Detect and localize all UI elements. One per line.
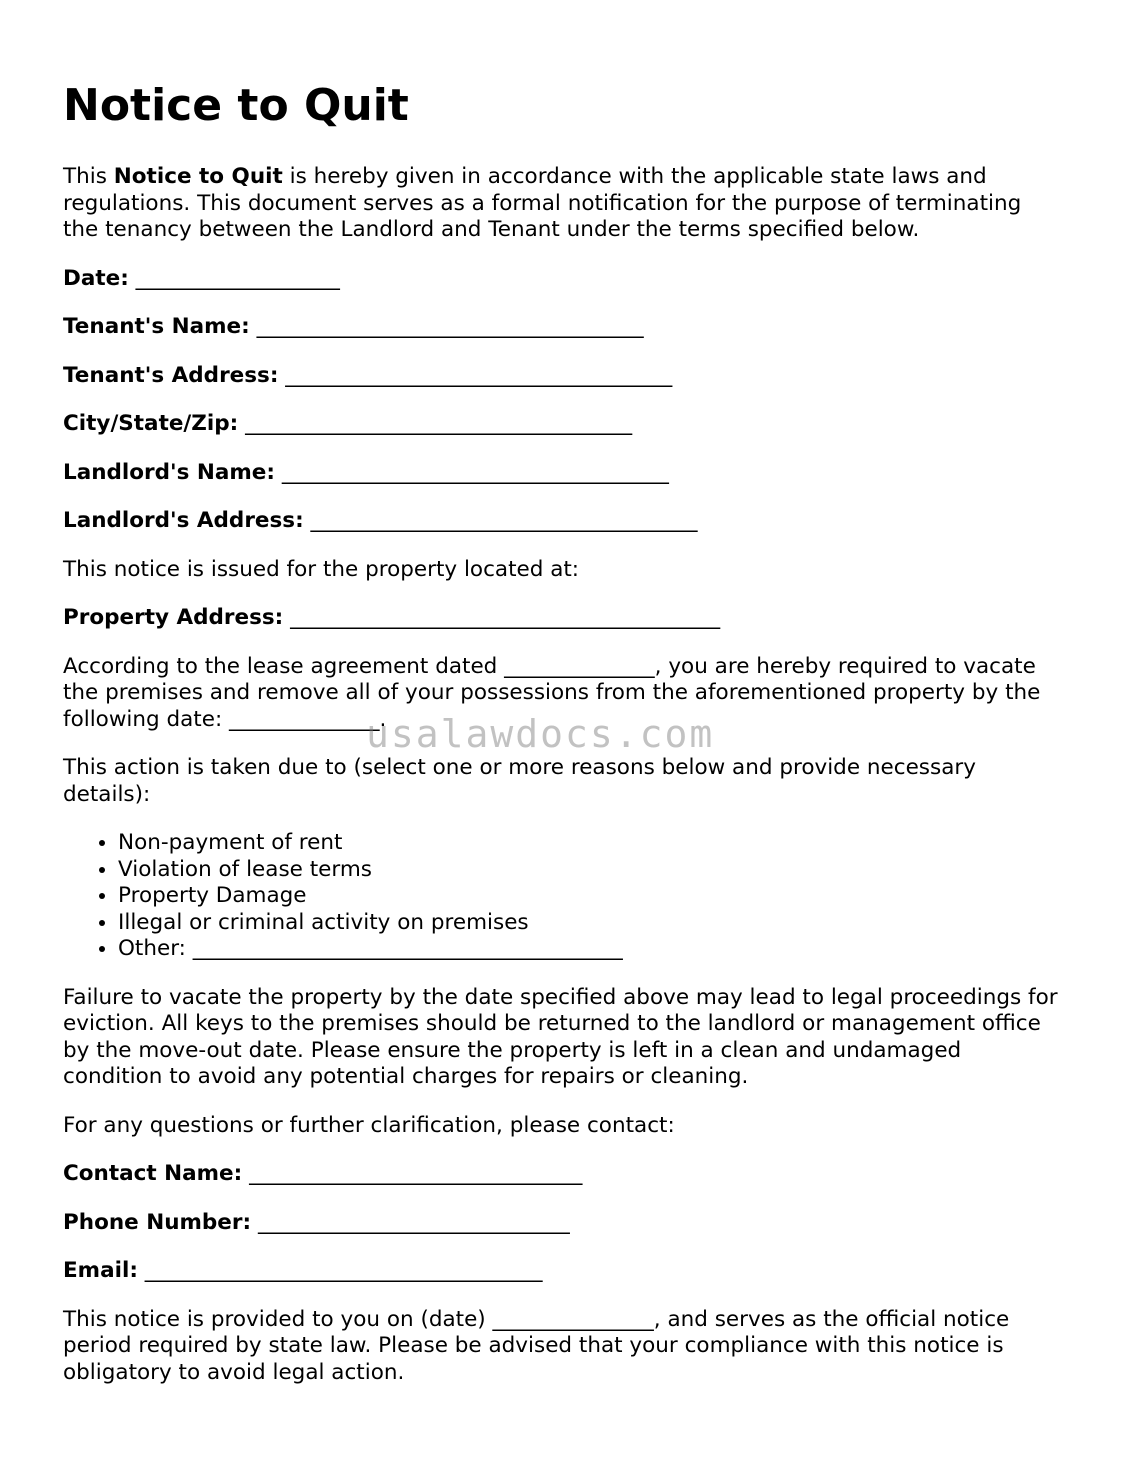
property-address-field: [63, 605, 1063, 632]
date-label: Date:: [63, 265, 129, 291]
email-blank[interactable]: _____________________________________: [144, 1258, 543, 1283]
contact-name-label: Contact Name:: [63, 1161, 243, 1186]
intro-text-start: This: [63, 164, 114, 189]
phone-number-blank[interactable]: _____________________________: [257, 1209, 570, 1235]
reasons-list: [63, 830, 1063, 963]
list-item: • Violation of lease terms: [118, 857, 1063, 884]
tenant-name-field: [63, 314, 1063, 341]
failure-paragraph: Failure to vacate the property by the date specified above may lead to legal proceedings for eviction. All keys to the premises should be returned to the landlord or management office by the move-out date. Please ensure the property is left in a clean and undamaged condition to avoid any potential charges for repairs or cleaning.: [63, 984, 1058, 1089]
tenant-address-field: [63, 363, 1063, 390]
list-item: • Property Damage: [118, 883, 1063, 910]
contact-name-blank[interactable]: _______________________________: [249, 1161, 583, 1186]
list-item: • Other: ________________________________________: [118, 936, 1063, 963]
watermark: usalawdocs.com: [366, 712, 715, 756]
landlord-name-label: Landlord's Name:: [63, 459, 275, 485]
property-address-label: Property Address:: [63, 605, 284, 630]
city-state-zip-label: City/State/Zip:: [63, 411, 239, 436]
tenant-address-blank[interactable]: ____________________________________: [285, 362, 673, 388]
list-item: • Illegal or criminal activity on premises: [118, 910, 1063, 937]
property-intro: This notice is issued for the property located at:: [63, 556, 580, 582]
landlord-name-blank[interactable]: ____________________________________: [281, 459, 669, 485]
reasons-intro: This action is taken due to (select one or more reasons below and provide necessary details):: [63, 755, 976, 807]
list-item: • Non-payment of rent: [118, 830, 1063, 857]
landlord-address-field: [63, 508, 1063, 535]
document-page: [63, 78, 1063, 1386]
date-field: [63, 266, 1063, 293]
property-address-blank[interactable]: ________________________________________: [290, 605, 721, 630]
email-label: Email:: [63, 1258, 138, 1283]
intro-text-rest: is hereby given in accordance with the applicable state laws and regulations. This document serves as a formal notification for the purpose of terminating the tenancy between the Landlord and Tenant under the terms specified below.: [63, 164, 1022, 242]
city-state-zip-field: [63, 411, 1063, 438]
landlord-address-label: Landlord's Address:: [63, 508, 304, 533]
tenant-name-label: Tenant's Name:: [63, 314, 250, 339]
tenant-address-label: Tenant's Address:: [63, 362, 279, 388]
date-blank[interactable]: ___________________: [135, 265, 340, 291]
contact-intro: For any questions or further clarification, please contact:: [63, 1112, 675, 1138]
city-state-zip-blank[interactable]: ____________________________________: [245, 411, 633, 436]
intro-paragraph: [63, 164, 1063, 244]
email-field: [63, 1258, 1063, 1285]
tenant-name-blank[interactable]: ____________________________________: [256, 314, 644, 339]
phone-number-field: [63, 1210, 1063, 1237]
closing-paragraph: This notice is provided to you on (date) _______________, and serves as the official notice period required by state law. Please be advised that your compliance with this notice is obligatory to avoid legal action.: [63, 1306, 1010, 1385]
intro-bold-title: Notice to Quit: [113, 164, 283, 189]
contact-name-field: [63, 1161, 1063, 1188]
landlord-address-blank[interactable]: ____________________________________: [310, 508, 698, 533]
landlord-name-field: [63, 460, 1063, 487]
phone-number-label: Phone Number:: [63, 1209, 252, 1235]
lease-paragraph: According to the lease agreement dated ______________, you are hereby required to vacate the premises and remove all of your possessions from the aforementioned property by the following date: ______________.: [63, 653, 1041, 732]
document-title: Notice to Quit: [63, 80, 409, 131]
